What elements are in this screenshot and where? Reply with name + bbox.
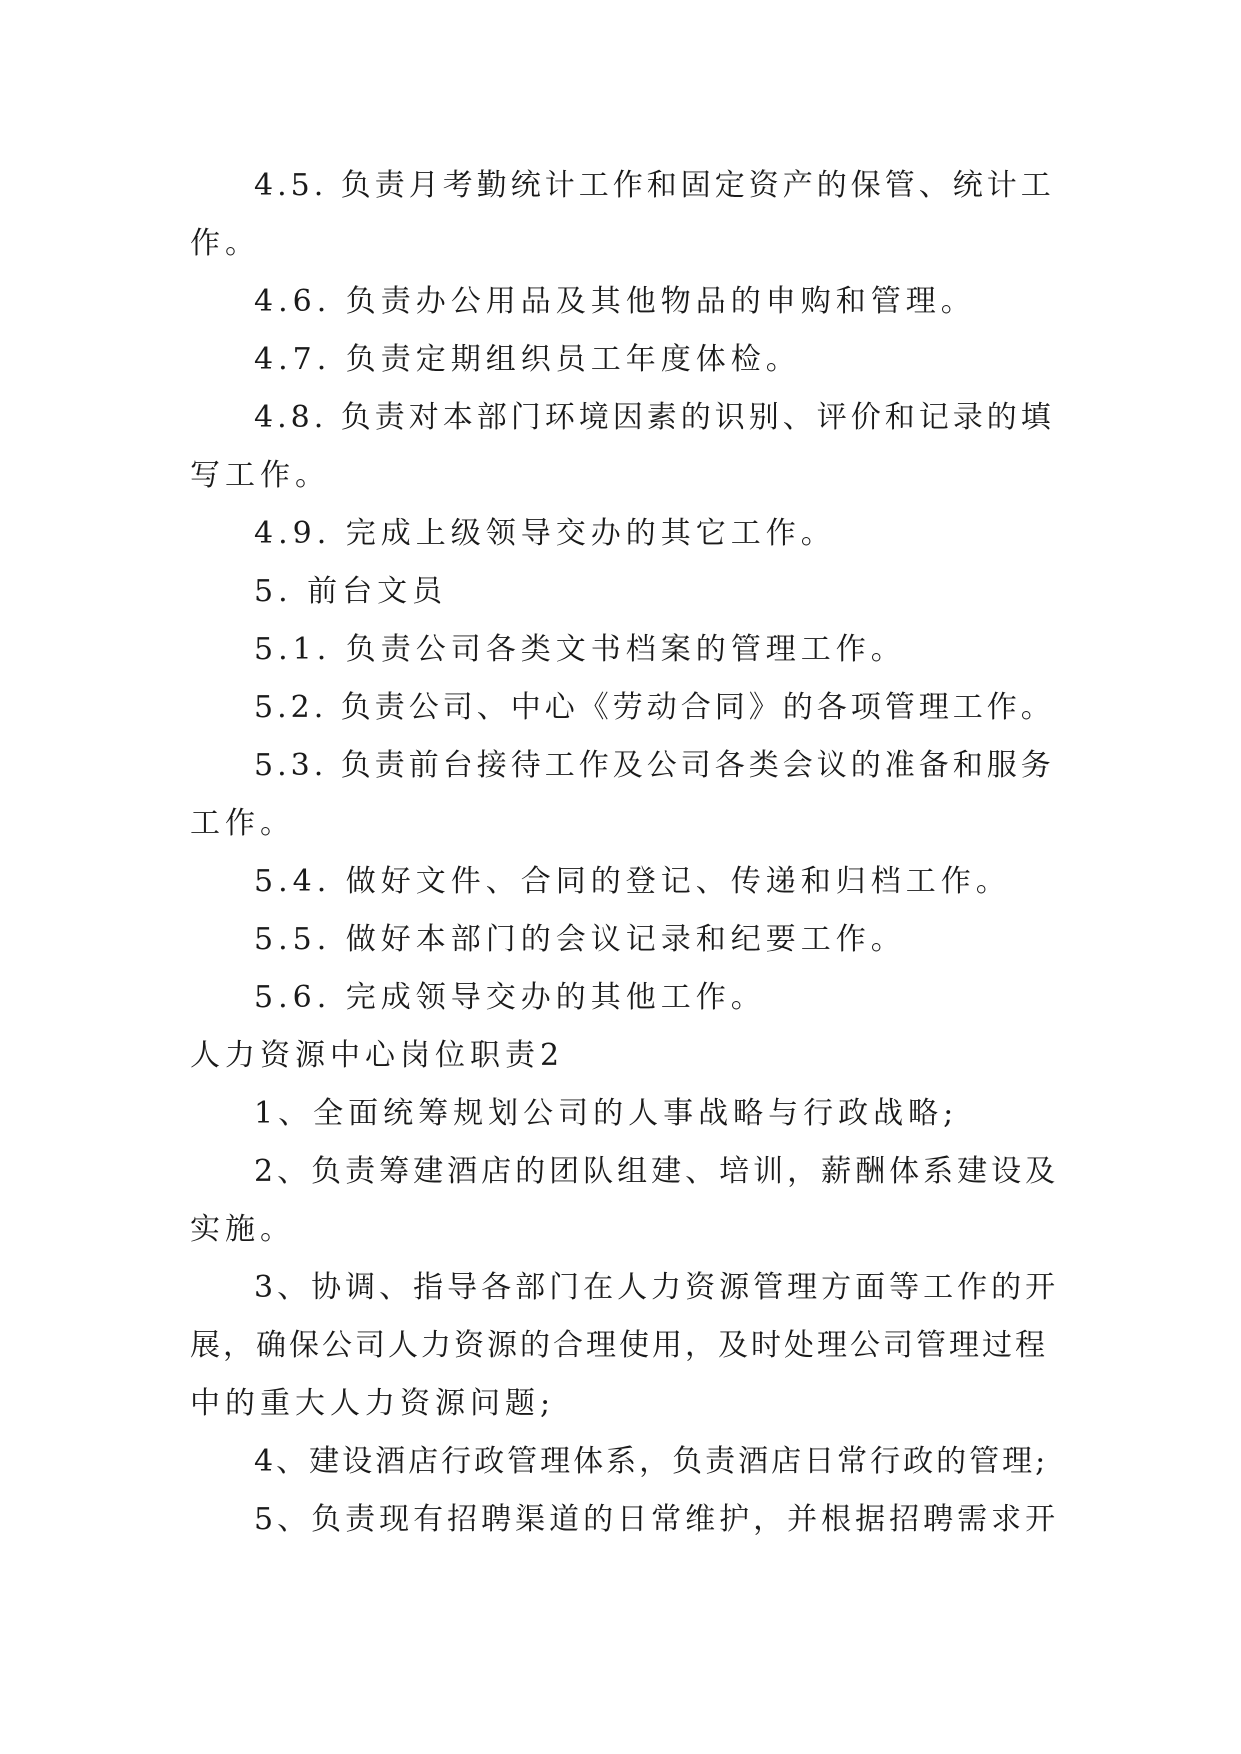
text-line-4-5: 4.5. 负责月考勤统计工作和固定资产的保管、统计工 (254, 168, 1055, 203)
text-line-5-3: 5.3. 负责前台接待工作及公司各类会议的准备和服务 (254, 748, 1055, 783)
text-line-5-5: 5.5. 做好本部门的会议记录和纪要工作。 (254, 922, 906, 957)
text-line-item-4: 4、建设酒店行政管理体系，负责酒店日常行政的管理; (254, 1444, 1049, 1479)
text-line-item-2-cont: 实施。 (190, 1212, 295, 1247)
section-heading-5: 5. 前台文员 (254, 574, 448, 609)
text-line-item-3-cont-1: 展，确保公司人力资源的合理使用，及时处理公司管理过程 (190, 1328, 1048, 1363)
text-line-item-5: 5、负责现有招聘渠道的日常维护，并根据招聘需求开 (254, 1502, 1060, 1537)
text-line-4-7: 4.7. 负责定期组织员工年度体检。 (254, 342, 801, 377)
text-line-4-9: 4.9. 完成上级领导交办的其它工作。 (254, 516, 836, 551)
text-line-4-5-cont: 作。 (190, 226, 260, 261)
text-line-5-4: 5.4. 做好文件、合同的登记、传递和归档工作。 (254, 864, 1011, 899)
text-line-4-6: 4.6. 负责办公用品及其他物品的申购和管理。 (254, 284, 976, 319)
text-line-item-3-cont-2: 中的重大人力资源问题; (190, 1386, 556, 1421)
text-line-4-8-cont: 写工作。 (190, 458, 330, 493)
text-line-item-3: 3、协调、指导各部门在人力资源管理方面等工作的开 (254, 1270, 1060, 1305)
text-line-4-8: 4.8. 负责对本部门环境因素的识别、评价和记录的填 (254, 400, 1055, 435)
text-line-item-2: 2、负责筹建酒店的团队组建、培训，薪酬体系建设及 (254, 1154, 1060, 1189)
text-line-5-1: 5.1. 负责公司各类文书档案的管理工作。 (254, 632, 906, 667)
text-line-5-3-cont: 工作。 (190, 806, 295, 841)
section-title-2: 人力资源中心岗位职责2 (190, 1038, 565, 1073)
text-line-5-6: 5.6. 完成领导交办的其他工作。 (254, 980, 766, 1015)
text-line-5-2: 5.2. 负责公司、中心《劳动合同》的各项管理工作。 (254, 690, 1055, 725)
text-line-item-1: 1、全面统筹规划公司的人事战略与行政战略; (254, 1096, 959, 1131)
